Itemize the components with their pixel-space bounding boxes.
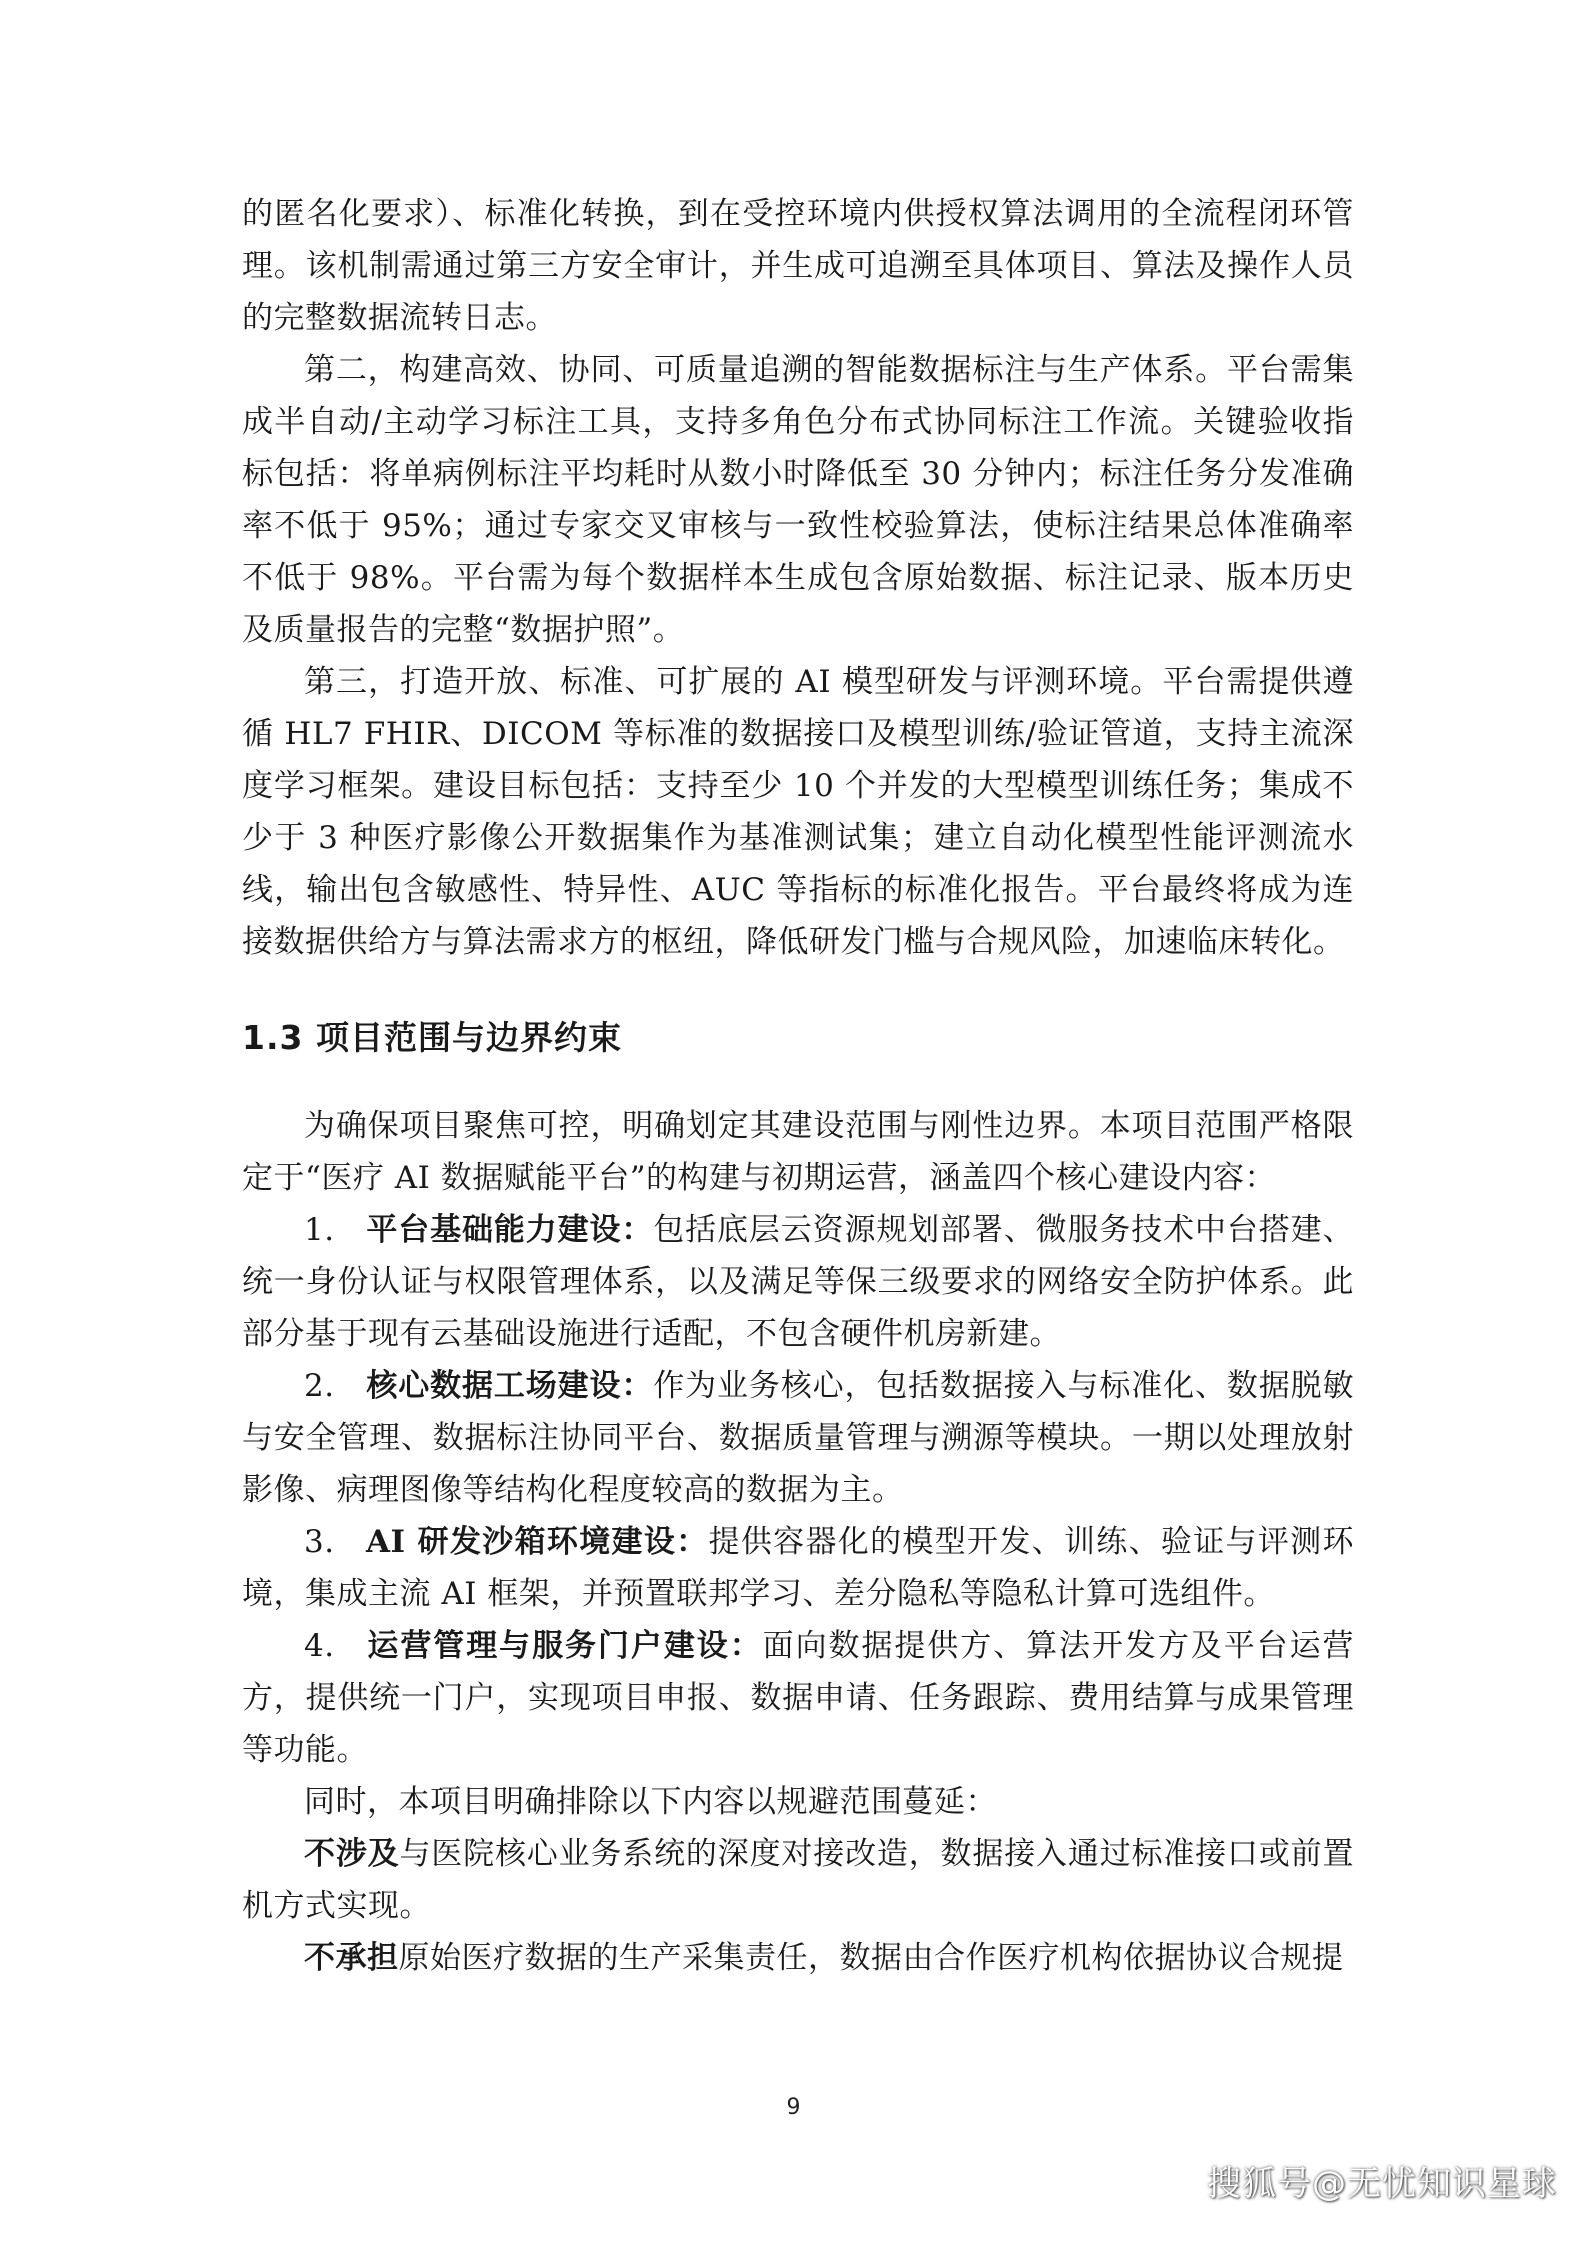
document-page [242,188,1354,1984]
scope-item-2 [242,1360,1354,1516]
item-text: 提供容器化的模型开发、训练、验证与评测环境，集成主流 AI 框架，并预置联邦学习、差分隐私等隐私计算可选组件。 [242,1524,1354,1612]
watermark: 搜狐号@无忧知识星球 [1207,2164,1557,2204]
scope-item-4 [242,1620,1354,1776]
exclusion-text: 与医院核心业务系统的深度对接改造，数据接入通过标准接口或前置机方式实现。 [242,1836,1354,1924]
item-text: 包括底层云资源规划部署、微服务技术中台搭建、统一身份认证与权限管理体系，以及满足等保三级要求的网络安全防护体系。此部分基于现有云基础设施进行适配，不包含硬件机房新建。 [242,1212,1355,1352]
item-text: 面向数据提供方、算法开发方及平台运营方，提供统一门户，实现项目申报、数据申请、任务跟踪、费用结算与成果管理等功能。 [242,1628,1355,1768]
paragraph-second-goal: 第二，构建高效、协同、可质量追溯的智能数据标注与生产体系。平台需集成半自动/主动学习标注工具，支持多角色分布式协同标注工作流。关键验收指标包括：将单病例标注平均耗时从数小时降低至 30 分钟内；标注任务分发准确率不低于 95%；通过专家交叉审核与一致性校验算法，使标注结果总体准确率不低于 98%。平台需为每个数据样本生成包含原始数据、标注记录、版本历史及质量报告的完整“数据护照”。 [242,352,1354,648]
exclusion-item-1 [242,1828,1354,1932]
exclusion-text: 原始医疗数据的生产采集责任，数据由合作医疗机构依据协议合规提 [398,1940,1344,1976]
paragraph-third-goal: 第三，打造开放、标准、可扩展的 AI 模型研发与评测环境。平台需提供遵循 HL7 FHIR、DICOM 等标准的数据接口及模型训练/验证管道，支持主流深度学习框架。建设目标包括：支持至少 10 个并发的大型模型训练任务；集成不少于 3 种医疗影像公开数据集作为基准测试集；建立自动化模型性能评测流水线，输出包含敏感性、特异性、AUC 等指标的标准化报告。平台最终将成为连接数据供给方与算法需求方的枢纽，降低研发门槛与合规风险，加速临床转化。 [242,664,1354,960]
item-title: 平台基础能力建设： [366,1212,654,1248]
scope-item-3 [242,1516,1354,1620]
exclusion-bold: 不承担 [304,1940,399,1976]
scope-item-1 [242,1204,1354,1360]
item-number: 2. [304,1368,335,1404]
item-title: AI 研发沙箱环境建设： [366,1524,709,1560]
item-number: 4. [304,1628,335,1664]
item-title: 运营管理与服务门户建设： [366,1628,763,1664]
page-number: 9 [786,2095,801,2120]
section-heading: 1.3 项目范围与边界约束 [242,1018,622,1057]
item-number: 3. [304,1524,335,1560]
paragraph-continuation: 的匿名化要求）、标准化转换，到在受控环境内供授权算法调用的全流程闭环管理。该机制需通过第三方安全审计，并生成可追溯至具体项目、算法及操作人员的完整数据流转日志。 [242,196,1354,336]
exclusion-item-2 [242,1932,1354,1984]
exclusion-intro: 同时，本项目明确排除以下内容以规避范围蔓延： [304,1784,997,1820]
section-intro: 为确保项目聚焦可控，明确划定其建设范围与刚性边界。本项目范围严格限定于“医疗 AI 数据赋能平台”的构建与初期运营，涵盖四个核心建设内容： [242,1108,1354,1196]
exclusion-bold: 不涉及 [304,1836,400,1872]
item-text: 作为业务核心，包括数据接入与标准化、数据脱敏与安全管理、数据标注协同平台、数据质量管理与溯源等模块。一期以处理放射影像、病理图像等结构化程度较高的数据为主。 [242,1368,1355,1508]
item-title: 核心数据工场建设： [366,1368,654,1404]
item-number: 1. [304,1212,335,1248]
